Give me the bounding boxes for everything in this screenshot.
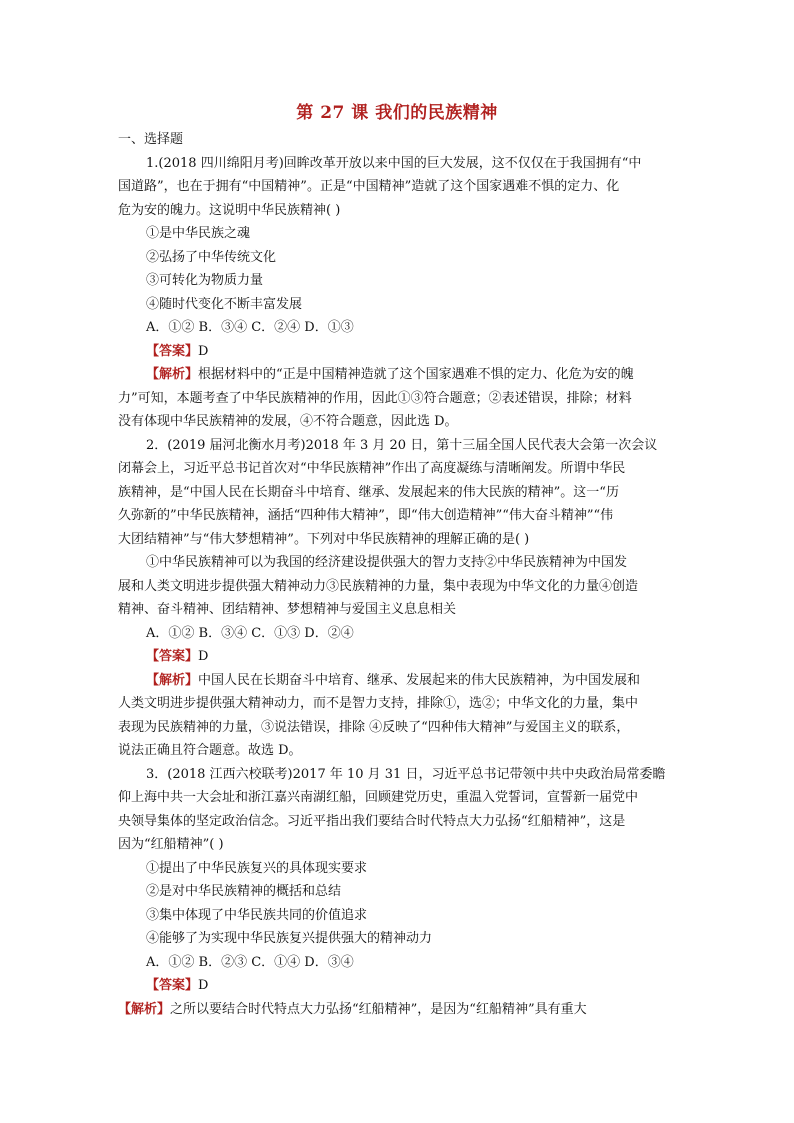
option-item: 精神、奋斗精神、团结精神、梦想精神与爱国主义息息相关 [118,602,457,617]
answer-line [118,974,680,998]
analysis-text: 之所以要结合时代特点大力弘扬“红船精神”，是因为“红船精神”具有重大 [170,1001,587,1017]
answer-line [118,340,680,364]
option-item: ④随时代变化不断丰富发展 [146,296,303,312]
content-body [118,128,680,1021]
analysis-text: 中国人民在长期奋斗中培育、继承、发展起来的伟大民族精神，为中国发展和 [198,672,641,688]
answer-choices: A．①② B．②③ C．①④ D．③④ [146,954,354,970]
question-stem-line: 族精神，是“中国人民在长期奋斗中培育、继承、发展起来的伟大民族的精神”。这一“历 [118,484,619,500]
analysis-text: 没有体现中华民族精神的发展，④不符合题意，因此选 D。 [118,414,458,429]
analysis-text: 说法正确且符合题意。故选 D。 [118,743,302,758]
lesson-title: 第 27 课 我们的民族精神 [296,103,498,123]
analysis-label: 【解析】 [118,1001,171,1017]
question-stem-line: 2．(2019 届河北衡水月考)2018 年 3 月 20 日，第十三届全国人民代表大会第一次会议 [146,437,658,453]
answer-choices: A．①② B．③④ C．①③ D．②④ [146,625,354,641]
answer-value: D [198,343,209,359]
option-item: ①提出了中华民族复兴的具体现实要求 [146,860,368,876]
analysis-line [118,669,680,693]
question-stem-line: 1.(2018 四川绵阳月考)回眸改革开放以来中国的巨大发展，这不仅仅在于我国拥有“中 [146,155,642,171]
option-item: ④能够了为实现中华民族复兴提供强大的精神动力 [146,931,433,946]
question-stem-line: 国道路”，也在于拥有“中国精神”。正是“中国精神”造就了这个国家遇难不惧的定力、化 [118,179,620,194]
analysis-text: 根据材料中的“正是中国精神造就了这个国家遇难不惧的定力、化危为安的魄 [198,367,634,382]
option-item: ③可转化为物质力量 [146,273,264,288]
question-stem-line: 3．(2018 江西六校联考)2017 年 10 月 31 日，习近平总书记带领中共中央政治局常委瞻 [146,766,666,782]
option-item: ①中华民族精神可以为我国的经济建设提供强大的智力支持②中华民族精神为中国发 [146,555,628,570]
answer-value: D [198,978,209,993]
analysis-text: 力”可知，本题考查了中华民族精神的作用，因此①③符合题意；②表述错误，排除；材料 [118,390,632,406]
question-stem-line: 久弥新的”中华民族精神，涵括“四种伟大精神”，即“伟大创造精神”“伟大奋斗精神”“伟 [118,508,614,523]
option-item: ①是中华民族之魂 [146,226,251,241]
answer-label: 【答案】 [146,978,199,993]
analysis-line [118,998,680,1022]
question-1 [118,152,680,434]
option-item: ②弘扬了中华传统文化 [146,249,277,265]
question-stem-line: 仰上海中共一大会址和浙江嘉兴南湖红船，回顾建党历史，重温入党誓词，宣誓新一届党中 [118,790,639,805]
option-item: ②是对中华民族精神的概括和总结 [146,884,342,899]
option-item: ③集中体现了中华民族共同的价值追求 [146,907,368,923]
question-stem-line: 因为“红船精神”( ) [118,837,224,852]
question-stem-line: 闭幕会上，习近平总书记首次对“中华民族精神”作出了高度凝练与清晰阐发。所谓中华民 [118,461,626,476]
answer-line [118,645,680,669]
answer-label: 【答案】 [146,343,199,359]
answer-value: D [198,649,209,664]
analysis-label: 【解析】 [146,367,199,382]
question-2 [118,434,680,763]
question-3 [118,763,680,1022]
answer-label: 【答案】 [146,649,199,664]
answer-choices: A．①② B．③④ C．②④ D．①③ [146,320,354,335]
question-stem-line: 危为安的魄力。这说明中华民族精神( ) [118,202,341,218]
section-heading: 一、选择题 [118,132,184,147]
analysis-line [118,363,680,387]
question-stem-line: 央领导集体的坚定政治信念。习近平指出我们要结合时代特点大力弘扬“红船精神”，这是 [118,813,626,829]
analysis-text: 表现为民族精神的力量，③说法错误，排除 ④反映了“四种伟大精神”与爱国主义的联系， [118,719,630,735]
analysis-label: 【解析】 [146,672,199,688]
question-stem-line: 大团结精神”与“伟大梦想精神”。下列对中华民族精神的理解正确的是( ) [118,531,530,547]
analysis-text: 人类文明进步提供强大精神动力，而不是智力支持，排除①，选②；中华文化的力量，集中 [118,696,639,711]
option-item: 展和人类文明进步提供强大精神动力③民族精神的力量，集中表现为中华文化的力量④创造 [118,578,639,594]
